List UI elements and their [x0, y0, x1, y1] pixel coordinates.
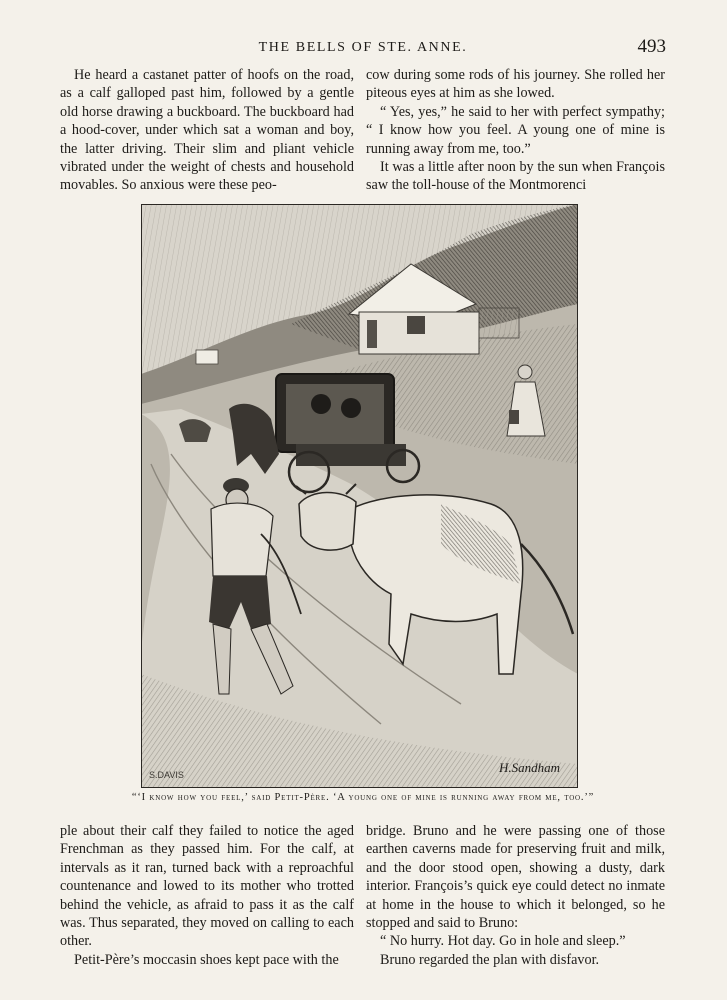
distant-house — [196, 350, 218, 364]
bottom-left-column — [60, 822, 354, 969]
paragraph: ple about their calf they failed to notice the aged Frenchman as they passed him. For the calf, at intervals as it ran, turned back with a reproachful countenance and lowed to its mother who trotted behind the vehicle, as afraid to pass it as the calf was. Thus separated, they moved on calling to each other. — [60, 823, 354, 950]
paragraph: “ Yes, yes,” he said to her with perfect sympathy; “ I know how you feel. A young one of mine is running away from me, too.” — [366, 103, 665, 157]
engraving-illustration — [141, 204, 578, 788]
illustration-caption: “‘I know how you feel,’ said Petit-Père. ‘A young one of mine is running away from me, too.’” — [131, 792, 595, 803]
running-title: THE BELLS OF STE. ANNE. — [258, 40, 468, 55]
paragraph: It was a little after noon by the sun when François saw the toll-house of the Montmorenci — [366, 159, 665, 194]
top-right-column — [366, 66, 665, 195]
paragraph: bridge. Bruno and he were passing one of those earthen caverns made for preserving fruit and milk, and the door stood open, showing a dusty, dark interior. François’s quick eye could detect no inmate at home in the house to which it belonged, so he stopped and said to Bruno: — [366, 823, 665, 932]
running-head — [60, 36, 666, 60]
paragraph: Petit-Père’s moccasin shoes kept pace with the — [74, 951, 339, 968]
page-number: 493 — [637, 36, 666, 57]
paragraph: “ No hurry. Hot day. Go in hole and sleep.” — [380, 933, 626, 950]
artist-signature: H.Sandham — [499, 760, 561, 775]
paragraph: He heard a castanet patter of hoofs on the road, as a calf galloped past him, followed by a gentle old horse drawing a buckboard. The buckboard had a hood-cover, under which sat a woman and boy, the latter driving. Their slim and pliant vehicle vibrated under the weight of chests and household movables. So anxious were these peo- — [60, 67, 354, 194]
bottom-right-column — [366, 822, 665, 969]
paragraph: Bruno regarded the plan with disfavor. — [380, 951, 600, 968]
top-left-column — [60, 66, 354, 195]
paragraph: cow during some rods of his journey. She rolled her piteous eyes at him as she lowed. — [366, 67, 665, 102]
engraver-mark: S.DAVIS — [149, 770, 184, 780]
